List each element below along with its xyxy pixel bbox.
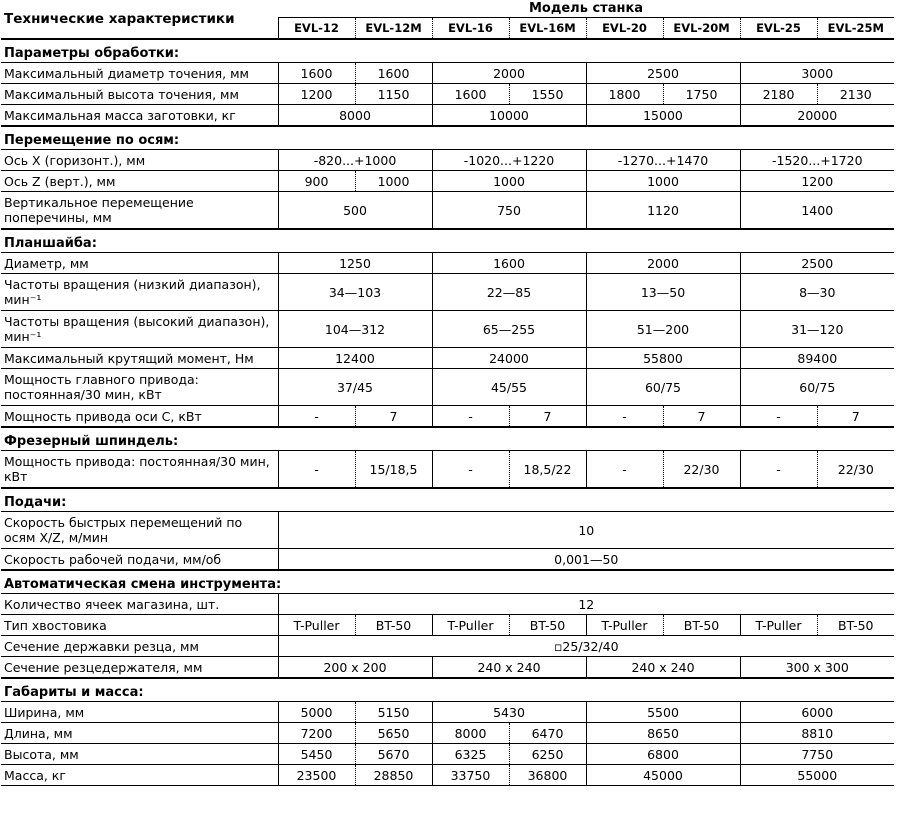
value-cell: BT-50 <box>355 615 432 636</box>
row-label: Скорость быстрых перемещений по осям X/Z, м/мин <box>1 512 278 549</box>
value-cell: 10 <box>278 512 894 549</box>
value-cell: T-Puller <box>586 615 663 636</box>
value-cell: 7 <box>663 406 740 428</box>
table-row <box>1 512 894 549</box>
model-header-cell: EVL-25M <box>817 18 894 40</box>
value-cell: 3000 <box>740 63 894 84</box>
value-cell: 2130 <box>817 84 894 105</box>
row-label: Максимальный диаметр точения, мм <box>1 63 278 84</box>
value-cell: - <box>586 451 663 489</box>
value-cell: 0,001—50 <box>278 549 894 571</box>
row-label: Сечение державки резца, мм <box>1 636 278 657</box>
value-cell: 1600 <box>278 63 355 84</box>
row-label: Частоты вращения (низкий диапазон), мин⁻¹ <box>1 274 278 311</box>
value-cell: 22/30 <box>663 451 740 489</box>
value-cell: ▫25/32/40 <box>278 636 894 657</box>
spec-body <box>1 39 894 786</box>
table-row <box>1 549 894 571</box>
value-cell: 55800 <box>586 348 740 369</box>
value-cell: 33750 <box>432 765 509 786</box>
model-header-cell: EVL-12 <box>278 18 355 40</box>
value-cell: 1250 <box>278 253 432 274</box>
row-label: Ось Z (верт.), мм <box>1 171 278 192</box>
value-cell: 22/30 <box>817 451 894 489</box>
value-cell: 34—103 <box>278 274 432 311</box>
table-row <box>1 274 894 311</box>
value-cell: 55000 <box>740 765 894 786</box>
value-cell: 1150 <box>355 84 432 105</box>
value-cell: - <box>432 406 509 428</box>
value-cell: 8—30 <box>740 274 894 311</box>
value-cell: 1750 <box>663 84 740 105</box>
value-cell: 45000 <box>586 765 740 786</box>
row-label: Количество ячеек магазина, шт. <box>1 594 278 615</box>
value-cell: 18,5/22 <box>509 451 586 489</box>
row-label: Ширина, мм <box>1 702 278 723</box>
value-cell: - <box>740 406 817 428</box>
section-title: Фрезерный шпиндель: <box>1 427 894 451</box>
row-label: Мощность привода оси С, кВт <box>1 406 278 428</box>
row-label: Сечение резцедержателя, мм <box>1 657 278 679</box>
value-cell: 23500 <box>278 765 355 786</box>
value-cell: 2000 <box>586 253 740 274</box>
value-cell: 8650 <box>586 723 740 744</box>
table-row <box>1 636 894 657</box>
value-cell: 22—85 <box>432 274 586 311</box>
value-cell: 7 <box>817 406 894 428</box>
value-cell: 1200 <box>740 171 894 192</box>
section-header-row <box>1 39 894 63</box>
row-label: Частоты вращения (высокий диапазон), мин⁻¹ <box>1 311 278 348</box>
row-label: Скорость рабочей подачи, мм/об <box>1 549 278 571</box>
value-cell: 1120 <box>586 192 740 230</box>
value-cell: 1200 <box>278 84 355 105</box>
value-cell: 5450 <box>278 744 355 765</box>
value-cell: 20000 <box>740 105 894 127</box>
value-cell: 60/75 <box>740 369 894 406</box>
section-header-row <box>1 427 894 451</box>
value-cell: 7 <box>509 406 586 428</box>
value-cell: 7750 <box>740 744 894 765</box>
value-cell: 1550 <box>509 84 586 105</box>
value-cell: 7200 <box>278 723 355 744</box>
value-cell: 5670 <box>355 744 432 765</box>
table-row <box>1 253 894 274</box>
row-label: Максимальный крутящий момент, Нм <box>1 348 278 369</box>
value-cell: 60/75 <box>586 369 740 406</box>
value-cell: 31—120 <box>740 311 894 348</box>
value-cell: 2180 <box>740 84 817 105</box>
row-label: Мощность привода: постоянная/30 мин, кВт <box>1 451 278 489</box>
value-cell: 2500 <box>586 63 740 84</box>
table-row <box>1 723 894 744</box>
value-cell: 2000 <box>432 63 586 84</box>
value-cell: 12 <box>278 594 894 615</box>
row-label: Мощность главного привода: постоянная/30 мин, кВт <box>1 369 278 406</box>
table-row <box>1 311 894 348</box>
table-row <box>1 63 894 84</box>
value-cell: 2500 <box>740 253 894 274</box>
value-cell: 1600 <box>432 253 586 274</box>
value-cell: 500 <box>278 192 432 230</box>
value-cell: 750 <box>432 192 586 230</box>
value-cell: 104—312 <box>278 311 432 348</box>
table-row <box>1 348 894 369</box>
model-header-cell: EVL-16M <box>509 18 586 40</box>
model-header-cell: EVL-16 <box>432 18 509 40</box>
value-cell: 36800 <box>509 765 586 786</box>
table-row <box>1 594 894 615</box>
value-cell: BT-50 <box>509 615 586 636</box>
value-cell: 1000 <box>586 171 740 192</box>
value-cell: 1400 <box>740 192 894 230</box>
value-cell: 7 <box>355 406 432 428</box>
section-header-row <box>1 570 894 594</box>
value-cell: T-Puller <box>432 615 509 636</box>
section-title: Подачи: <box>1 488 894 512</box>
table-row <box>1 150 894 171</box>
table-row <box>1 171 894 192</box>
value-cell: 6470 <box>509 723 586 744</box>
value-cell: 13—50 <box>586 274 740 311</box>
table-row <box>1 84 894 105</box>
value-cell: 6250 <box>509 744 586 765</box>
value-cell: 51—200 <box>586 311 740 348</box>
value-cell: 12400 <box>278 348 432 369</box>
value-cell: - <box>278 406 355 428</box>
value-cell: 1600 <box>355 63 432 84</box>
value-cell: 1000 <box>355 171 432 192</box>
section-header-row <box>1 488 894 512</box>
section-title: Планшайба: <box>1 229 894 253</box>
table-row <box>1 192 894 230</box>
model-header-cell: EVL-12M <box>355 18 432 40</box>
value-cell: 240 x 240 <box>432 657 586 679</box>
table-row <box>1 702 894 723</box>
section-title: Перемещение по осям: <box>1 126 894 150</box>
value-cell: 1800 <box>586 84 663 105</box>
value-cell: 5000 <box>278 702 355 723</box>
value-cell: 45/55 <box>432 369 586 406</box>
table-row <box>1 406 894 428</box>
section-title: Параметры обработки: <box>1 39 894 63</box>
model-header-cell: EVL-20 <box>586 18 663 40</box>
model-group-header: Модель станка <box>529 1 644 16</box>
value-cell: 6000 <box>740 702 894 723</box>
value-cell: 8000 <box>278 105 432 127</box>
value-cell: 15000 <box>586 105 740 127</box>
row-label: Ось X (горизонт.), мм <box>1 150 278 171</box>
table-row <box>1 451 894 489</box>
row-label: Максимальный высота точения, мм <box>1 84 278 105</box>
value-cell: BT-50 <box>663 615 740 636</box>
row-label: Диаметр, мм <box>1 253 278 274</box>
row-label: Длина, мм <box>1 723 278 744</box>
value-cell: 15/18,5 <box>355 451 432 489</box>
value-cell: 8810 <box>740 723 894 744</box>
value-cell: 65—255 <box>432 311 586 348</box>
value-cell: -1020...+1220 <box>432 150 586 171</box>
value-cell: - <box>432 451 509 489</box>
value-cell: T-Puller <box>740 615 817 636</box>
value-cell: 6800 <box>586 744 740 765</box>
value-cell: -1270...+1470 <box>586 150 740 171</box>
table-row <box>1 615 894 636</box>
value-cell: - <box>278 451 355 489</box>
model-header-cell: EVL-25 <box>740 18 817 40</box>
value-cell: 5430 <box>432 702 586 723</box>
value-cell: BT-50 <box>817 615 894 636</box>
value-cell: 5150 <box>355 702 432 723</box>
value-cell: 10000 <box>432 105 586 127</box>
value-cell: 89400 <box>740 348 894 369</box>
table-row <box>1 744 894 765</box>
value-cell: -820...+1000 <box>278 150 432 171</box>
value-cell: - <box>740 451 817 489</box>
value-cell: 900 <box>278 171 355 192</box>
section-title: Автоматическая смена инструмента: <box>1 570 894 594</box>
value-cell: 8000 <box>432 723 509 744</box>
value-cell: 5650 <box>355 723 432 744</box>
spec-table <box>1 0 894 786</box>
value-cell: 1000 <box>432 171 586 192</box>
value-cell: 240 x 240 <box>586 657 740 679</box>
row-label: Максимальная масса заготовки, кг <box>1 105 278 127</box>
model-header-cell: EVL-20M <box>663 18 740 40</box>
table-row <box>1 657 894 679</box>
value-cell: 300 x 300 <box>740 657 894 679</box>
row-label: Масса, кг <box>1 765 278 786</box>
value-cell: - <box>586 406 663 428</box>
section-title: Габариты и масса: <box>1 678 894 702</box>
section-header-row <box>1 678 894 702</box>
row-label: Тип хвостовика <box>1 615 278 636</box>
table-row <box>1 105 894 127</box>
row-label: Высота, мм <box>1 744 278 765</box>
table-row <box>1 369 894 406</box>
value-cell: 28850 <box>355 765 432 786</box>
value-cell: -1520...+1720 <box>740 150 894 171</box>
table-row <box>1 765 894 786</box>
value-cell: 200 x 200 <box>278 657 432 679</box>
section-header-row <box>1 229 894 253</box>
section-header-row <box>1 126 894 150</box>
value-cell: 37/45 <box>278 369 432 406</box>
value-cell: 5500 <box>586 702 740 723</box>
value-cell: 1600 <box>432 84 509 105</box>
value-cell: 24000 <box>432 348 586 369</box>
value-cell: T-Puller <box>278 615 355 636</box>
table-title: Технические характеристики <box>4 11 235 27</box>
value-cell: 6325 <box>432 744 509 765</box>
row-label: Вертикальное перемещение поперечины, мм <box>1 192 278 230</box>
